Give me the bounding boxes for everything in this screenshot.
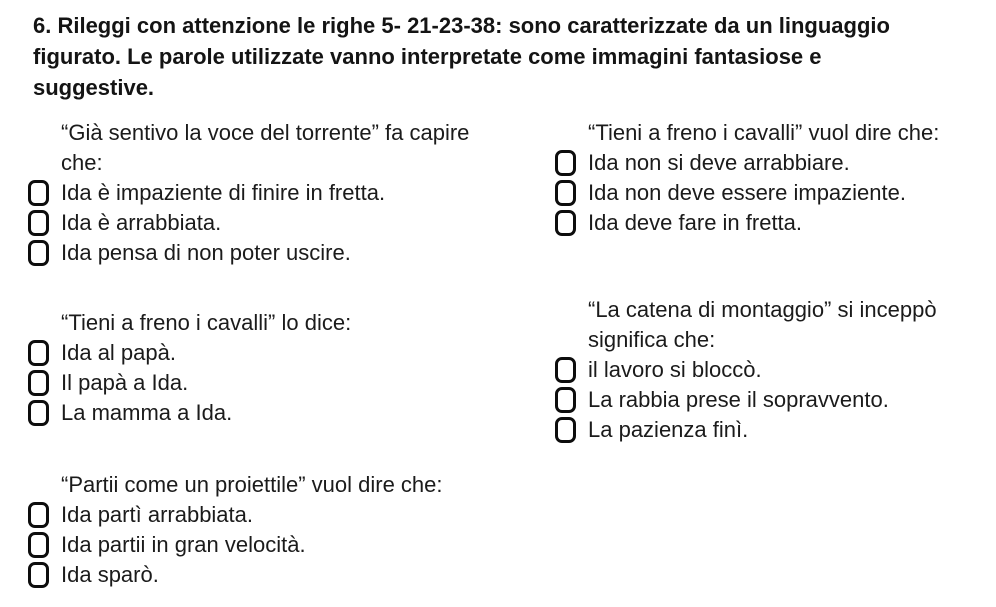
option-label: La rabbia prese il sopravvento.: [588, 387, 889, 412]
questions-column-right: [555, 118, 981, 590]
prompt-line: “Partii come un proiettile” vuol dire che:: [61, 472, 443, 497]
question-prompt: [28, 118, 555, 178]
checkbox[interactable]: [28, 562, 49, 588]
question-prompt: [555, 295, 981, 355]
option-label: Ida non si deve arrabbiare.: [588, 150, 850, 175]
checkbox[interactable]: [28, 502, 49, 528]
question-block-torrente: [28, 118, 555, 268]
checkbox[interactable]: [555, 210, 576, 236]
checkbox[interactable]: [555, 417, 576, 443]
answer-option: [555, 355, 981, 385]
checkbox[interactable]: [555, 150, 576, 176]
checkbox[interactable]: [28, 180, 49, 206]
exercise-title: [33, 10, 981, 103]
option-label: La mamma a Ida.: [61, 400, 233, 425]
question-prompt: [28, 470, 555, 500]
prompt-line: “La catena di montaggio” si inceppò: [588, 297, 937, 322]
questions-column-left: [28, 118, 555, 590]
question-prompt: [555, 118, 981, 148]
title-line: 6. Rileggi con attenzione le righe 5- 21-23-38: sono caratterizzate da un linguaggio: [33, 13, 890, 38]
option-label: il lavoro si bloccò.: [588, 357, 762, 382]
prompt-line: “Tieni a freno i cavalli” vuol dire che:: [588, 120, 940, 145]
prompt-line: significa che:: [588, 327, 716, 352]
answer-option: [28, 368, 555, 398]
option-label: Ida non deve essere impaziente.: [588, 180, 906, 205]
option-label: Ida deve fare in fretta.: [588, 210, 803, 235]
answer-option: [28, 398, 555, 428]
questions-columns: [28, 118, 981, 590]
checkbox[interactable]: [28, 240, 49, 266]
answer-option: [28, 530, 555, 560]
question-block-proiettile: [28, 470, 555, 590]
answer-option: [555, 415, 981, 445]
question-block-cavalli-lo-dice: [28, 308, 555, 428]
checkbox[interactable]: [555, 357, 576, 383]
answer-option: [28, 338, 555, 368]
prompt-line: “Già sentivo la voce del torrente” fa capire: [61, 120, 470, 145]
answer-option: [28, 238, 555, 268]
checkbox[interactable]: [555, 180, 576, 206]
option-label: Ida è impaziente di finire in fretta.: [61, 180, 386, 205]
answer-option: [28, 178, 555, 208]
answer-option: [555, 178, 981, 208]
option-label: Ida pensa di non poter uscire.: [61, 240, 351, 265]
option-label: Ida al papà.: [61, 340, 176, 365]
checkbox[interactable]: [28, 340, 49, 366]
answer-option: [555, 148, 981, 178]
option-label: Ida partii in gran velocità.: [61, 532, 306, 557]
answer-option: [555, 385, 981, 415]
option-label: La pazienza finì.: [588, 417, 749, 442]
checkbox[interactable]: [555, 387, 576, 413]
question-block-catena-montaggio: [555, 295, 981, 445]
option-label: Il papà a Ida.: [61, 370, 189, 395]
answer-option: [28, 560, 555, 590]
question-block-cavalli-vuol-dire: [555, 118, 981, 238]
answer-option: [28, 208, 555, 238]
title-line: figurato. Le parole utilizzate vanno interpretate come immagini fantasiose e: [33, 44, 822, 69]
checkbox[interactable]: [28, 370, 49, 396]
prompt-line: “Tieni a freno i cavalli” lo dice:: [61, 310, 352, 335]
checkbox[interactable]: [28, 210, 49, 236]
answer-option: [28, 500, 555, 530]
option-label: Ida è arrabbiata.: [61, 210, 222, 235]
title-line: suggestive.: [33, 75, 155, 100]
option-label: Ida partì arrabbiata.: [61, 502, 254, 527]
answer-option: [555, 208, 981, 238]
prompt-line: che:: [61, 150, 103, 175]
checkbox[interactable]: [28, 532, 49, 558]
option-label: Ida sparò.: [61, 562, 159, 587]
checkbox[interactable]: [28, 400, 49, 426]
question-prompt: [28, 308, 555, 338]
